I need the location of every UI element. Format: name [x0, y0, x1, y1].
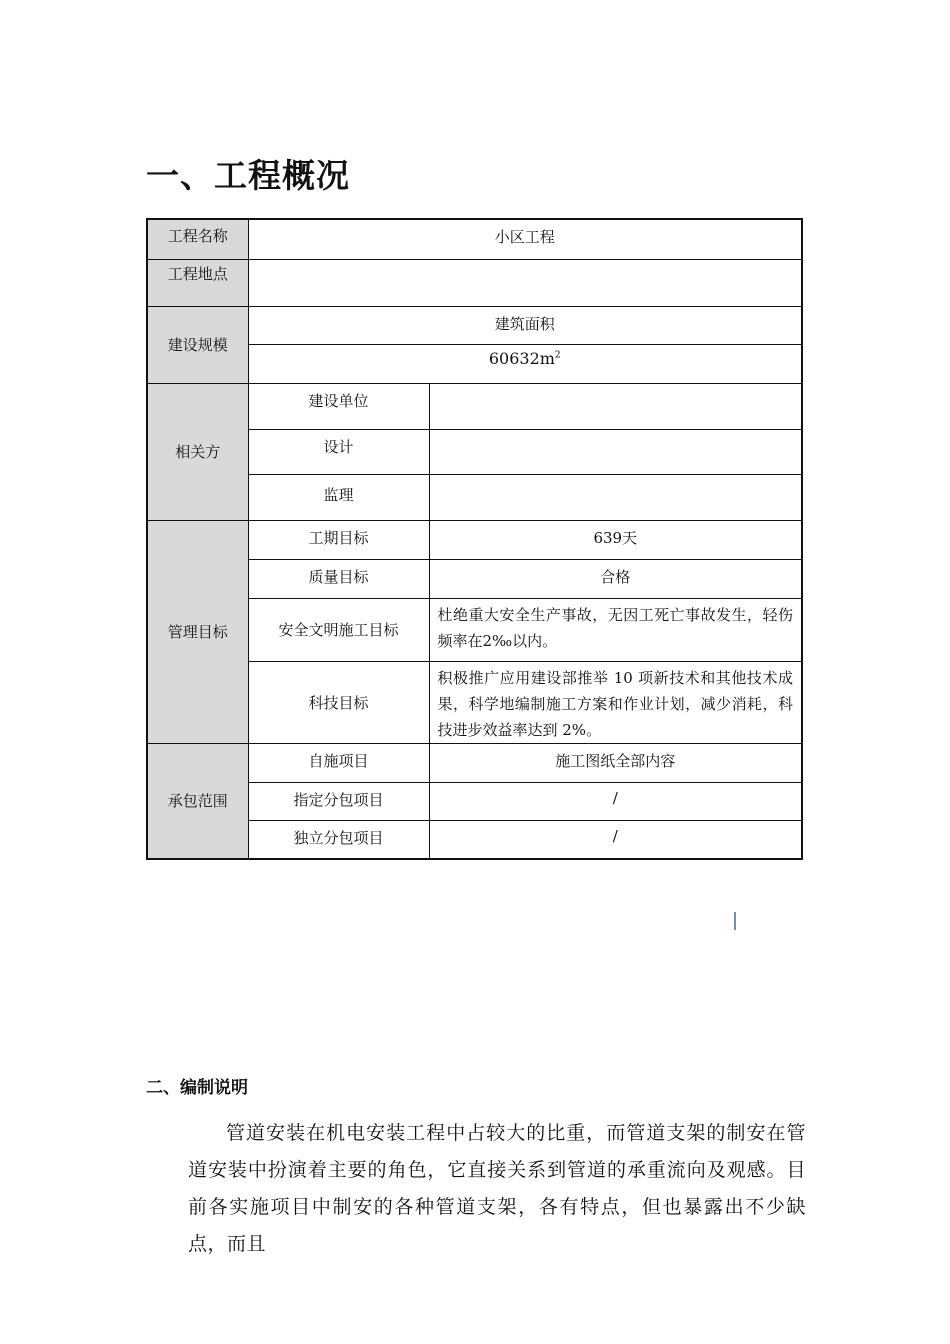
row-party-0: [147, 383, 802, 429]
goal-label: 工期目标: [248, 520, 429, 559]
scope-item-label: 独立分包项目: [248, 820, 429, 859]
scale-sub-label: 建筑面积: [248, 306, 802, 344]
scope-item-value: /: [429, 820, 802, 859]
parties-label: 相关方: [147, 383, 248, 520]
row-goal-0: [147, 520, 802, 559]
row-project-location: [147, 259, 802, 306]
row-scale-sub: [147, 306, 802, 344]
scale-value: 60632m: [488, 348, 555, 368]
scope-item-label: 指定分包项目: [248, 782, 429, 820]
project-overview-table: [146, 218, 803, 860]
section-title-preparation-notes: 二、编制说明: [146, 1078, 248, 1098]
goal-label: 安全文明施工目标: [248, 598, 429, 661]
goal-label: 科技目标: [248, 661, 429, 743]
party-value: [429, 429, 802, 474]
scope-item-value: /: [429, 782, 802, 820]
scope-item-label: 自施项目: [248, 743, 429, 782]
goal-value: 639天: [429, 520, 802, 559]
text-cursor-mark: [734, 912, 736, 930]
scale-unit-sup: 2: [554, 350, 561, 361]
party-value: [429, 383, 802, 429]
scale-label: 建设规模: [147, 306, 248, 383]
scope-label: 承包范围: [147, 743, 248, 859]
goal-value: 积极推广应用建设部推举 10 项新技术和其他技术成果，科学地编制施工方案和作业计划，减少消耗，科技进步效益率达到 2%。: [429, 661, 802, 743]
project-location-label: 工程地点: [147, 259, 248, 306]
scope-item-value: 施工图纸全部内容: [429, 743, 802, 782]
row-project-name: [147, 219, 802, 259]
project-name-label: 工程名称: [147, 219, 248, 259]
row-scope-0: [147, 743, 802, 782]
goal-value: 杜绝重大安全生产事故，无因工死亡事故发生，轻伤频率在2‰以内。: [429, 598, 802, 661]
goal-label: 质量目标: [248, 559, 429, 598]
project-name-value: 小区工程: [248, 219, 802, 259]
scale-value-cell: [248, 344, 802, 383]
goals-label: 管理目标: [147, 520, 248, 743]
party-label: 设计: [248, 429, 429, 474]
goal-value: 合格: [429, 559, 802, 598]
project-location-value: [248, 259, 802, 306]
body-paragraph: 管道安装在机电安装工程中占较大的比重，而管道支架的制安在管道安装中扮演着主要的角色，它直接关系到管道的承重流向及观感。目前各实施项目中制安的各种管道支架，各有特点，但也暴露出不少缺点，而且: [188, 1122, 806, 1255]
section-title-overview: 一、工程概况: [146, 156, 350, 195]
party-label: 建设单位: [248, 383, 429, 429]
party-label: 监理: [248, 474, 429, 520]
party-value: [429, 474, 802, 520]
